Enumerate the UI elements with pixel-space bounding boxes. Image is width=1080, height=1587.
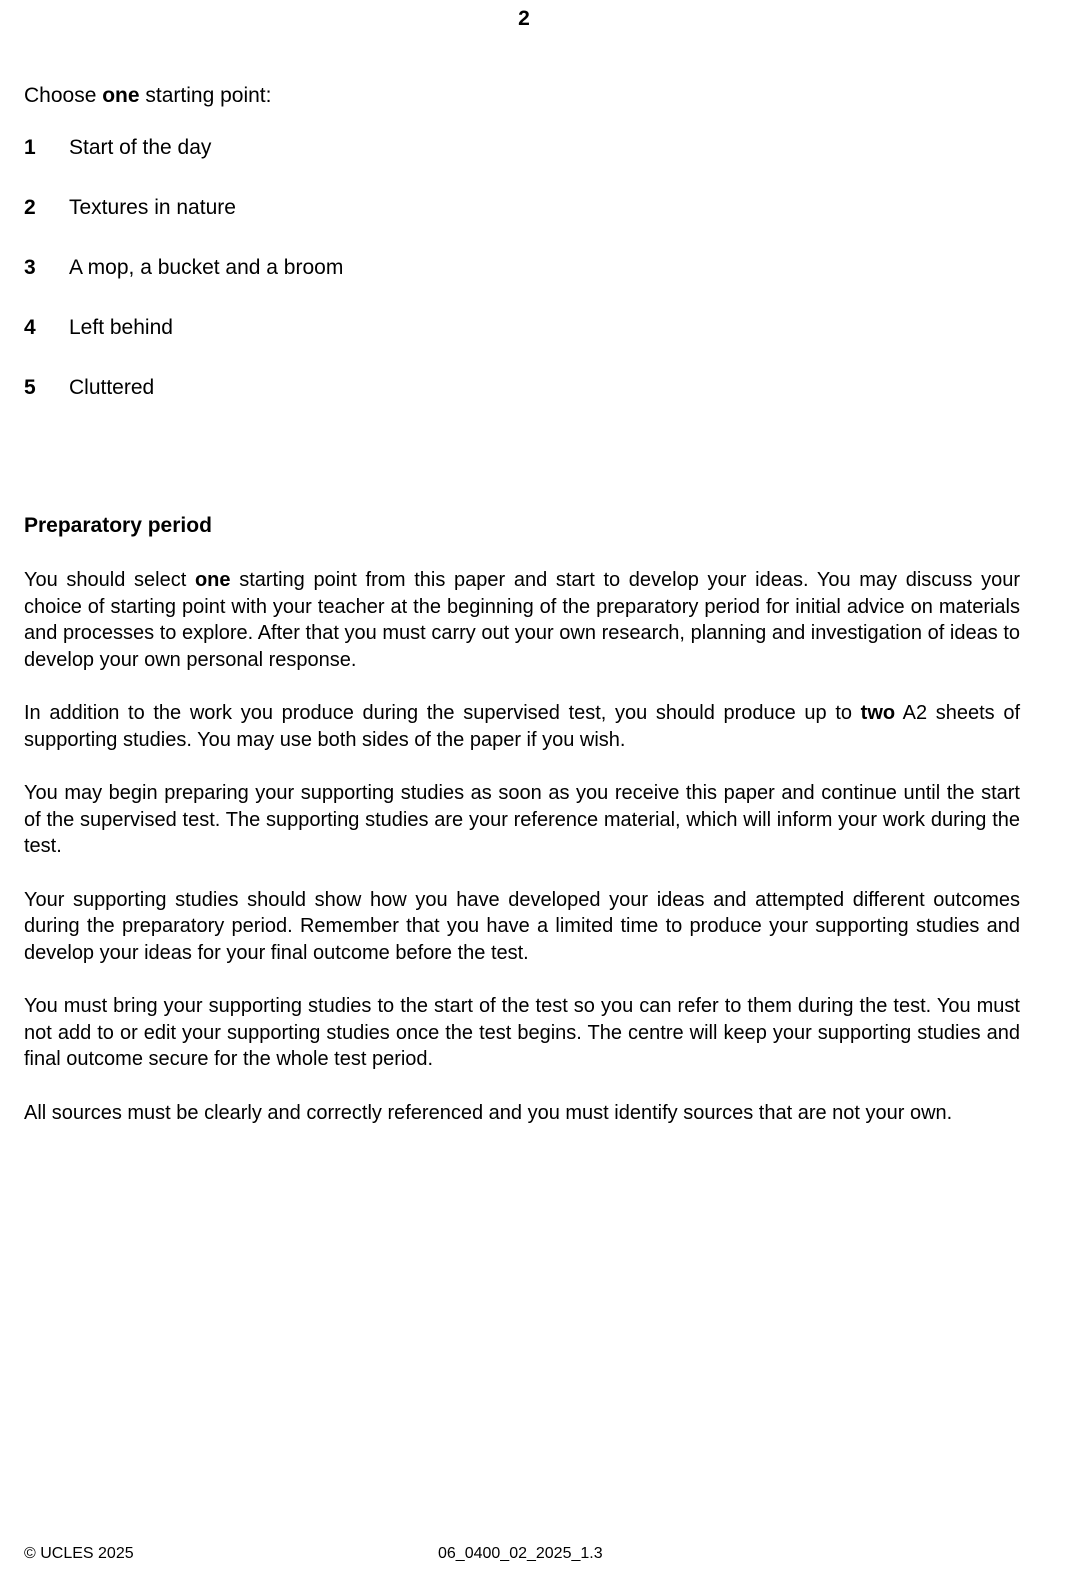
starting-point-label: Start of the day — [69, 136, 212, 159]
preparatory-period-body — [24, 567, 1020, 1153]
p2-bold: two — [860, 702, 896, 724]
intro-text-after: starting point: — [139, 84, 272, 107]
paragraph-5: You must bring your supporting studies to the start of the test so you can refer to them during the test. You must not add to or edit your supporting studies once the test begins. The centre will keep your supporting studies and final outcome secure for the whole test period. — [24, 995, 1020, 1070]
starting-point-number: 4 — [24, 316, 36, 339]
p1-after: starting point from this paper and start to develop your ideas. You may discuss your choice of starting point with your teacher at the beginning of the preparatory period for initial advice on materials and processes to explore. After that you must carry out your own research, planning and investigation of ideas to develop your own personal response. — [24, 569, 1020, 671]
starting-point-item — [24, 253, 343, 313]
footer-document-code: 06_0400_02_2025_1.3 — [438, 1545, 603, 1562]
intro-text-bold: one — [102, 84, 140, 107]
p2-before: In addition to the work you produce during the supervised test, you should produce up to — [24, 702, 861, 724]
paragraph-1 — [24, 567, 1020, 673]
p2-after: A2 sheets of supporting studies. You may use both sides of the paper if you wish. — [24, 702, 1021, 751]
starting-point-number: 3 — [24, 256, 36, 279]
section-heading: Preparatory period — [24, 514, 212, 537]
starting-point-label: Left behind — [69, 316, 173, 339]
starting-point-label: Cluttered — [69, 376, 155, 399]
paragraph-3: You may begin preparing your supporting studies as soon as you receive this paper and continue until the start of the supervised test. The supporting studies are your reference material, which will inform your work during the test. — [24, 782, 1020, 857]
starting-point-number: 5 — [24, 376, 36, 399]
p1-before: You should select — [24, 569, 195, 591]
page-number: 2 — [518, 7, 530, 30]
footer-copyright: © UCLES 2025 — [24, 1545, 134, 1562]
starting-point-number: 1 — [24, 136, 36, 159]
intro-text-before: Choose — [24, 84, 103, 107]
starting-point-item — [24, 193, 343, 253]
paragraph-2 — [24, 700, 1020, 753]
p1-bold: one — [194, 569, 231, 591]
starting-point-number: 2 — [24, 196, 36, 219]
starting-point-label: A mop, a bucket and a broom — [69, 256, 344, 279]
intro-instruction — [24, 82, 271, 110]
paragraph-4: Your supporting studies should show how you have developed your ideas and attempted different outcomes during the preparatory period. Remember that you have a limited time to produce your supporting studies and develop your ideas for your final outcome before the test. — [24, 888, 1020, 964]
starting-point-item — [24, 373, 343, 433]
starting-point-list — [24, 133, 343, 433]
starting-point-item — [24, 133, 343, 193]
paragraph-6: All sources must be clearly and correctly referenced and you must identify sources that are not your own. — [24, 1101, 953, 1124]
starting-point-label: Textures in nature — [69, 196, 236, 219]
starting-point-item — [24, 313, 343, 373]
